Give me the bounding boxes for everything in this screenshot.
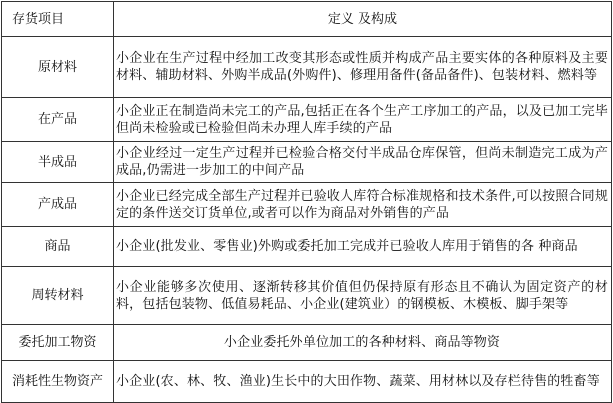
item-name: 商品 bbox=[2, 227, 114, 267]
item-name: 周转材料 bbox=[2, 267, 114, 325]
item-definition: 小企业已经完成全部生产过程并已验收人库符合标准规格和技术条件,可以按照合同规定的条件送交订货单位,或者可以作为商品对外销售的产品 bbox=[114, 183, 612, 227]
header-item-column: 存货项目 bbox=[2, 2, 114, 37]
table-header-row bbox=[2, 2, 612, 37]
table-row bbox=[2, 325, 612, 361]
table-row bbox=[2, 227, 612, 267]
item-definition: 小企业能够多次使用、逐渐转移其价值但仍保持原有形态且不确认为固定资产的材料，包括包装物、低值易耗品、小企业(建筑业）的钢模板、木模板、脚手架等 bbox=[114, 267, 612, 325]
item-name: 在产品 bbox=[2, 98, 114, 142]
table-row bbox=[2, 183, 612, 227]
header-definition-column: 定义 及构成 bbox=[114, 2, 612, 37]
item-name: 半成品 bbox=[2, 142, 114, 183]
item-definition: 小企业经过一定生产过程并已检验合格交付半成品仓库保管，但尚未制造完工成为产成品,仍需进一步加工的中间产品 bbox=[114, 142, 612, 183]
table-row bbox=[2, 98, 612, 142]
item-definition: 小企业(农、林、牧、渔业)生长中的大田作物、蔬菜、用材林以及存栏待售的牲畜等 bbox=[114, 361, 612, 403]
table-row bbox=[2, 361, 612, 403]
table-row bbox=[2, 37, 612, 98]
inventory-definition-table bbox=[1, 1, 612, 403]
table-row bbox=[2, 267, 612, 325]
item-name: 消耗性生物资产 bbox=[2, 361, 114, 403]
item-name: 产成品 bbox=[2, 183, 114, 227]
item-definition: 小企业在生产过程中经加工改变其形态或性质并构成产品主要实体的各种原料及主要材料、辅助材料、外购半成品(外购件)、修理用备件(备品备件)、包装材料、燃料等 bbox=[114, 37, 612, 98]
table-row bbox=[2, 142, 612, 183]
item-name: 委托加工物资 bbox=[2, 325, 114, 361]
item-name: 原材料 bbox=[2, 37, 114, 98]
item-definition: 小企业(批发业、零售业)外购或委托加工完成并已验收人库用于销售的各 种商品 bbox=[114, 227, 612, 267]
item-definition: 小企业正在制造尚未完工的产品,包括正在各个生产工序加工的产品，以及已加工完毕但尚未检验或已检验但尚未办理人库手续的产品 bbox=[114, 98, 612, 142]
item-definition: 小企业委托外单位加工的各种材料、商品等物资 bbox=[114, 325, 612, 361]
